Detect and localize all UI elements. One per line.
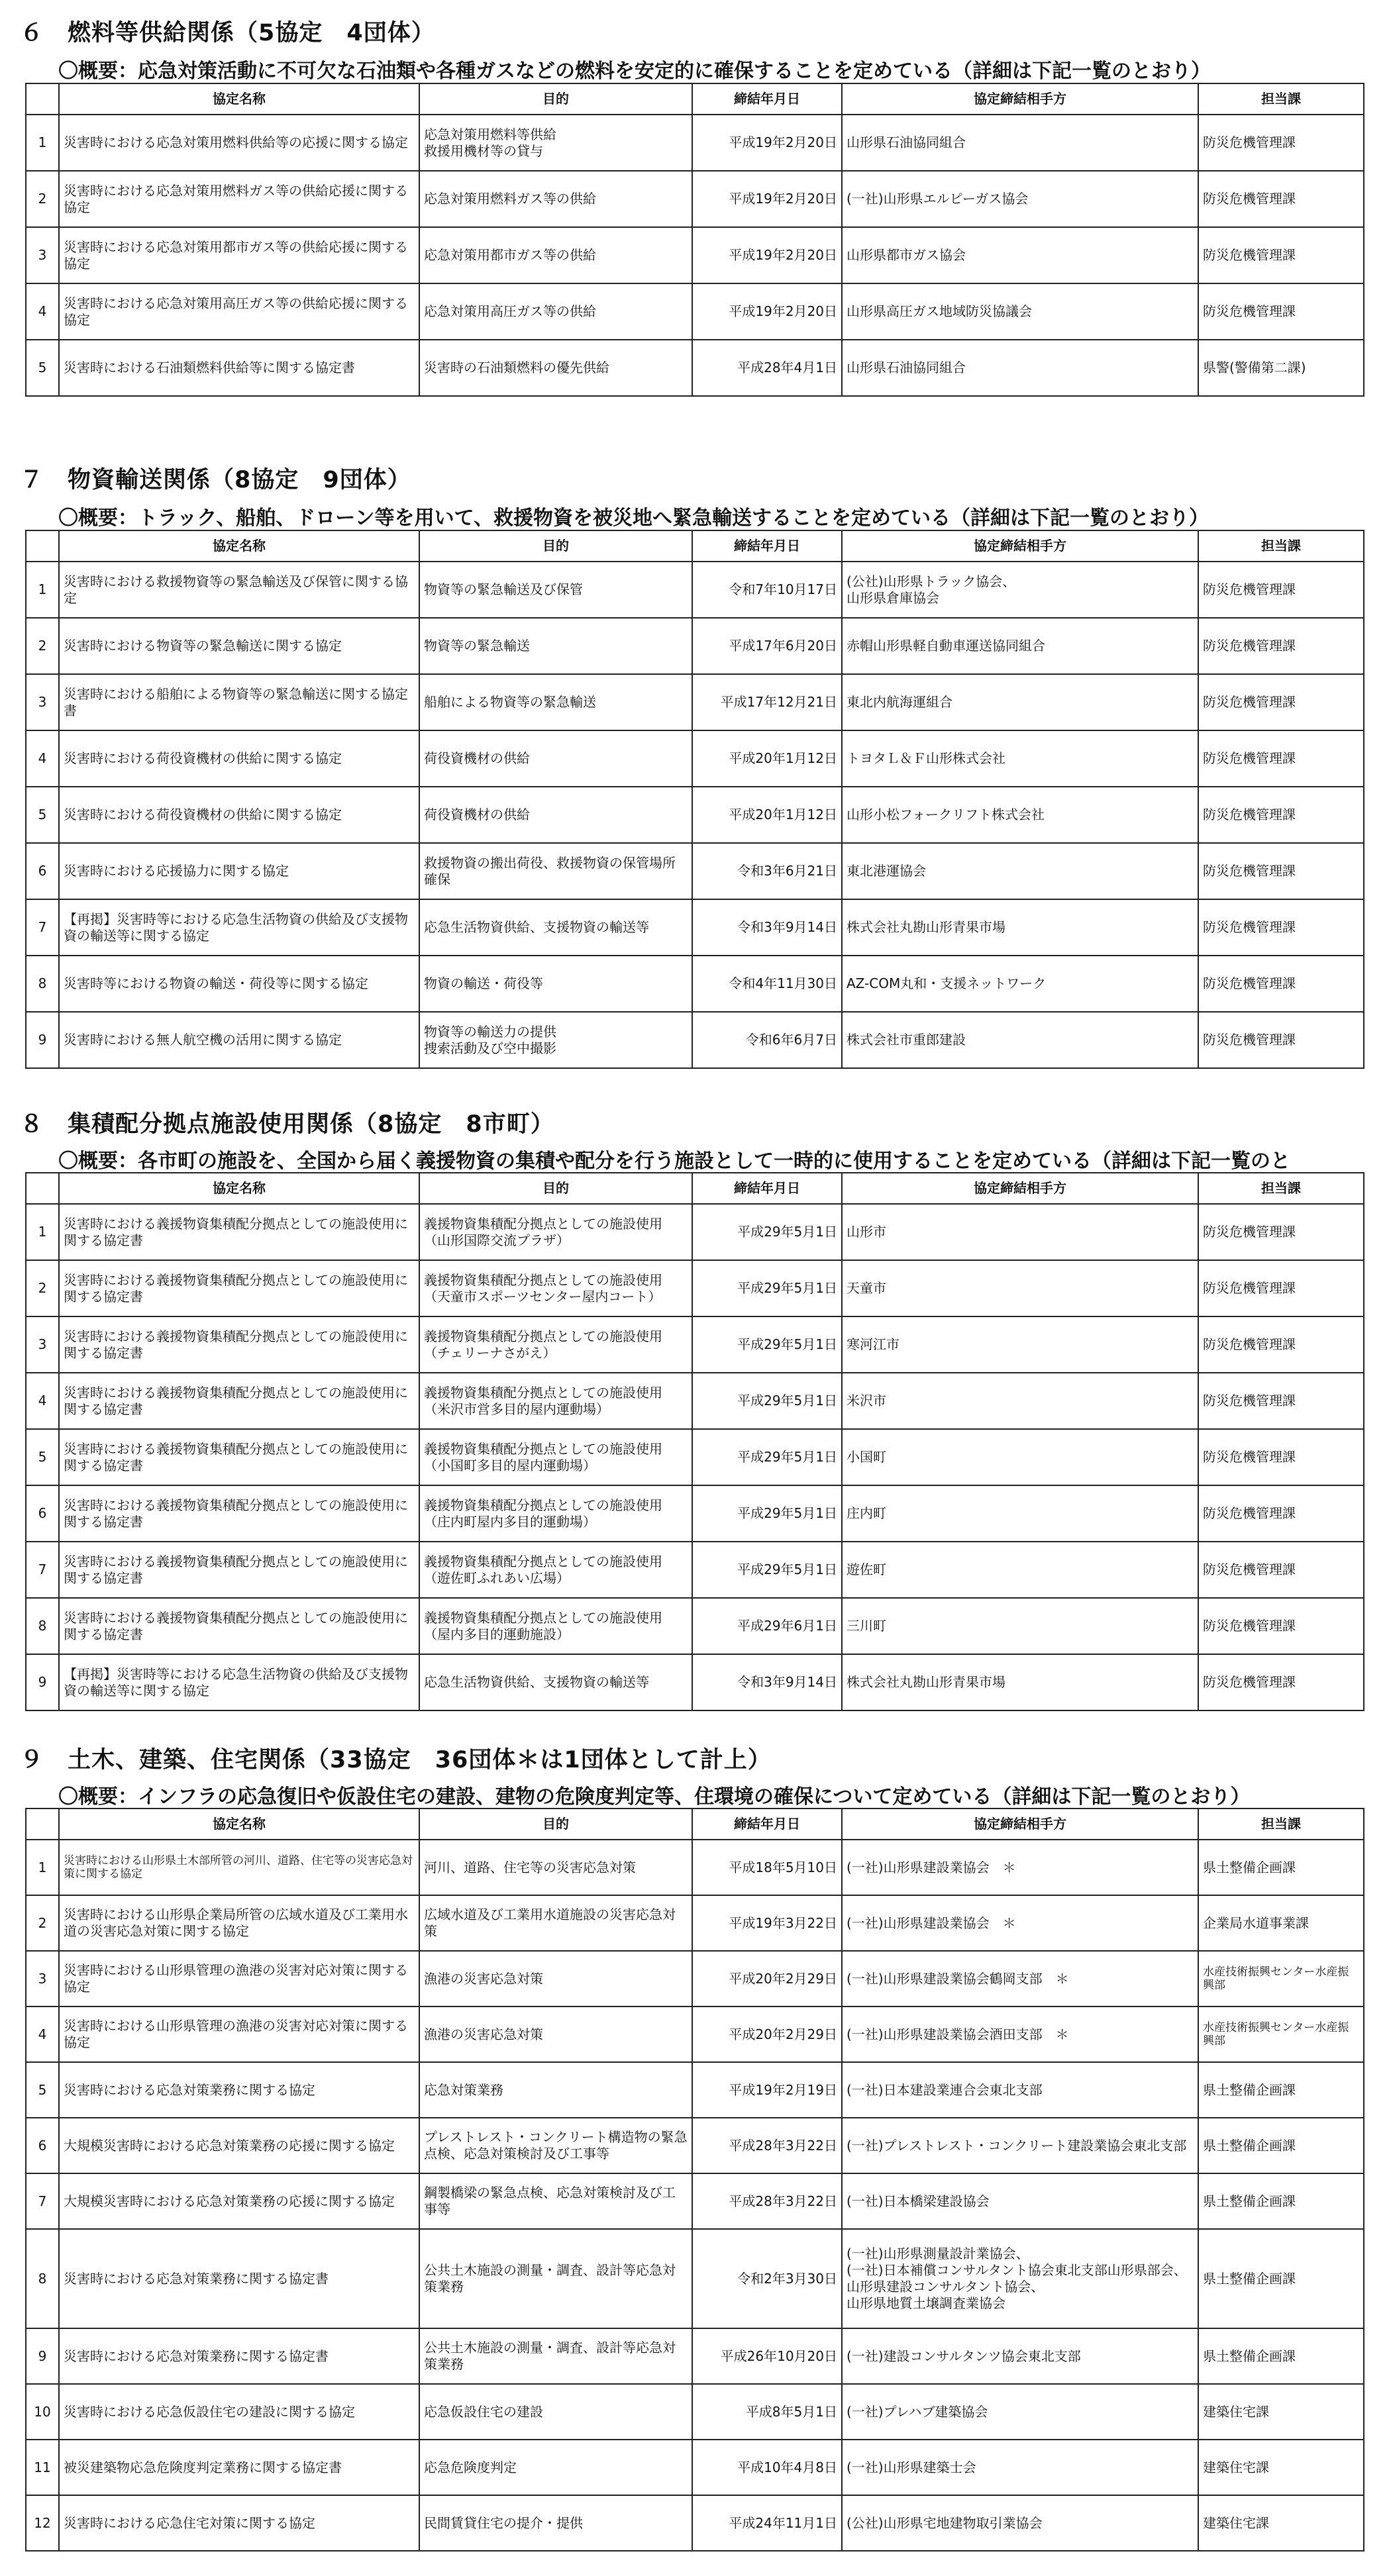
table-header-row — [26, 530, 1364, 562]
cell-purpose: 広域水道及び工業用水道施設の災害応急対策 — [419, 1895, 692, 1951]
cell-no: 4 — [26, 2006, 59, 2062]
cell-dept: 防災危機管理課 — [1198, 1373, 1364, 1429]
cell-no: 10 — [26, 2384, 59, 2440]
cell-party: (公社)山形県トラック協会、 山形県倉庫協会 — [842, 562, 1198, 618]
cell-name: 災害時における山形県管理の漁港の災害対応対策に関する協定 — [59, 1951, 419, 2006]
cell-dept: 防災危機管理課 — [1198, 562, 1364, 618]
cell-date: 平成8年5月1日 — [692, 2384, 842, 2440]
table-row — [26, 227, 1364, 283]
cell-purpose: 荷役資機材の供給 — [419, 730, 692, 787]
cell-purpose: 義援物資集積配分拠点としての施設使用 （小国町多目的屋内運動場） — [419, 1429, 692, 1485]
table-row — [26, 1654, 1364, 1710]
column-header-date: 締結年月日 — [692, 83, 842, 115]
table-row — [26, 562, 1364, 618]
cell-name: 大規模災害時における応急対策業務の応援に関する協定 — [59, 2173, 419, 2229]
cell-name: 災害時における無人航空機の活用に関する協定 — [59, 1012, 419, 1068]
table-row — [26, 2062, 1364, 2118]
cell-dept: 水産技術振興センター水産振興部 — [1198, 2006, 1364, 2062]
agreement-table — [25, 1172, 1364, 1711]
table-row — [26, 1840, 1364, 1895]
cell-no: 3 — [26, 1316, 59, 1373]
table-row — [26, 1373, 1364, 1429]
cell-party: (一社)山形県エルピーガス協会 — [842, 171, 1198, 227]
cell-party: 山形県石油協同組合 — [842, 115, 1198, 171]
table-row — [26, 115, 1364, 171]
cell-date: 平成19年2月20日 — [692, 283, 842, 340]
cell-dept: 防災危機管理課 — [1198, 1204, 1364, 1260]
table-row — [26, 340, 1364, 396]
cell-no: 5 — [26, 2062, 59, 2118]
table-row — [26, 283, 1364, 340]
table-row — [26, 1485, 1364, 1542]
cell-purpose: 荷役資機材の供給 — [419, 787, 692, 843]
cell-date: 平成28年3月22日 — [692, 2118, 842, 2173]
cell-name: 災害時における物資等の緊急輸送に関する協定 — [59, 618, 419, 674]
section-summary: 〇概要：各市町の施設を、全国から届く義援物資の集積や配分を行う施設として一時的に使用することを定めている（詳細は下記一覧のと — [58, 1150, 1290, 1173]
cell-no: 12 — [26, 2495, 59, 2551]
cell-name: 災害時における義援物資集積配分拠点としての施設使用に関する協定書 — [59, 1485, 419, 1542]
cell-no: 8 — [26, 1598, 59, 1654]
cell-date: 令和6年6月7日 — [692, 1012, 842, 1068]
cell-date: 平成29年5月1日 — [692, 1204, 842, 1260]
cell-party: 株式会社市重郎建設 — [842, 1012, 1198, 1068]
cell-dept: 県土整備企画課 — [1198, 2229, 1364, 2328]
column-header-purpose: 目的 — [419, 1173, 692, 1204]
cell-purpose: 民間賃貸住宅の提介・提供 — [419, 2495, 692, 2551]
cell-purpose: 義援物資集積配分拠点としての施設使用 （屋内多目的運動施設） — [419, 1598, 692, 1654]
cell-no: 8 — [26, 2229, 59, 2328]
cell-date: 平成19年2月19日 — [692, 2062, 842, 2118]
cell-party: (一社)山形県測量設計業協会、 (一社)日本補償コンサルタント協会東北支部山形県部会、 山形県建設コンサルタント協会、 山形県地質土壌調査業協会 — [842, 2229, 1198, 2328]
table-header-row — [26, 1808, 1364, 1840]
cell-dept: 県土整備企画課 — [1198, 2118, 1364, 2173]
cell-no: 5 — [26, 787, 59, 843]
column-header-name: 協定名称 — [59, 1173, 419, 1204]
cell-name: 【再掲】災害時等における応急生活物資の供給及び支援物資の輸送等に関する協定 — [59, 899, 419, 956]
cell-no: 4 — [26, 283, 59, 340]
cell-purpose: 漁港の災害応急対策 — [419, 2006, 692, 2062]
cell-date: 平成10年4月8日 — [692, 2440, 842, 2495]
cell-name: 災害時における応援協力に関する協定 — [59, 843, 419, 899]
cell-purpose: プレストレスト・コンクリート構造物の緊急点検、応急対策検討及び工事等 — [419, 2118, 692, 2173]
column-header-no — [26, 1808, 59, 1840]
cell-name: 災害時における石油類燃料供給等に関する協定書 — [59, 340, 419, 396]
cell-name: 災害時における荷役資機材の供給に関する協定 — [59, 787, 419, 843]
cell-name: 災害時における応急住宅対策に関する協定 — [59, 2495, 419, 2551]
cell-date: 平成29年5月1日 — [692, 1260, 842, 1316]
cell-name: 被災建築物応急危険度判定業務に関する協定書 — [59, 2440, 419, 2495]
column-header-dept: 担当課 — [1198, 83, 1364, 115]
cell-name: 災害時における荷役資機材の供給に関する協定 — [59, 730, 419, 787]
cell-dept: 建築住宅課 — [1198, 2495, 1364, 2551]
column-header-purpose: 目的 — [419, 1808, 692, 1840]
cell-purpose: 物資等の緊急輸送及び保管 — [419, 562, 692, 618]
table-row — [26, 2384, 1364, 2440]
cell-purpose: 義援物資集積配分拠点としての施設使用 （山形国際交流プラザ） — [419, 1204, 692, 1260]
cell-party: 東北港運協会 — [842, 843, 1198, 899]
cell-no: 2 — [26, 1260, 59, 1316]
cell-name: 災害時における応急対策業務に関する協定書 — [59, 2328, 419, 2384]
table-row — [26, 1316, 1364, 1373]
column-header-dept: 担当課 — [1198, 1808, 1364, 1840]
cell-party: (一社)山形県建設業協会 ＊ — [842, 1840, 1198, 1895]
cell-party: 庄内町 — [842, 1485, 1198, 1542]
cell-dept: 県土整備企画課 — [1198, 2328, 1364, 2384]
cell-party: 小国町 — [842, 1429, 1198, 1485]
cell-name: 大規模災害時における応急対策業務の応援に関する協定 — [59, 2118, 419, 2173]
cell-date: 平成29年5月1日 — [692, 1373, 842, 1429]
cell-no: 9 — [26, 1012, 59, 1068]
table-row — [26, 2173, 1364, 2229]
cell-dept: 防災危機管理課 — [1198, 618, 1364, 674]
cell-dept: 水産技術振興センター水産振興部 — [1198, 1951, 1364, 2006]
cell-date: 平成20年2月29日 — [692, 1951, 842, 2006]
cell-purpose: 応急対策用燃料等供給 救援用機材等の貸与 — [419, 115, 692, 171]
cell-name: 災害時における義援物資集積配分拠点としての施設使用に関する協定書 — [59, 1316, 419, 1373]
cell-party: 山形県都市ガス協会 — [842, 227, 1198, 283]
column-header-date: 締結年月日 — [692, 530, 842, 562]
cell-name: 災害時における山形県企業局所管の広域水道及び工業用水道の災害応急対策に関する協定 — [59, 1895, 419, 1951]
table-row — [26, 618, 1364, 674]
cell-dept: 防災危機管理課 — [1198, 1012, 1364, 1068]
cell-date: 平成29年5月1日 — [692, 1542, 842, 1598]
cell-party: 株式会社丸勘山形青果市場 — [842, 899, 1198, 956]
cell-name: 災害時における義援物資集積配分拠点としての施設使用に関する協定書 — [59, 1260, 419, 1316]
table-row — [26, 843, 1364, 899]
table-row — [26, 1951, 1364, 2006]
cell-purpose: 船舶による物資等の緊急輸送 — [419, 674, 692, 730]
table-row — [26, 1204, 1364, 1260]
cell-dept: 県土整備企画課 — [1198, 2062, 1364, 2118]
column-header-name: 協定名称 — [59, 530, 419, 562]
table-row — [26, 2229, 1364, 2328]
cell-purpose: 義援物資集積配分拠点としての施設使用 （天童市スポーツセンター屋内コート） — [419, 1260, 692, 1316]
cell-dept: 防災危機管理課 — [1198, 1316, 1364, 1373]
table-row — [26, 899, 1364, 956]
cell-purpose: 応急危険度判定 — [419, 2440, 692, 2495]
cell-purpose: 鋼製橋梁の緊急点検、応急対策検討及び工事等 — [419, 2173, 692, 2229]
cell-date: 平成18年5月10日 — [692, 1840, 842, 1895]
cell-no: 7 — [26, 2173, 59, 2229]
section-summary: 〇概要：インフラの応急復旧や仮設住宅の建設、建物の危険度判定等、住環境の確保について定めている（詳細は下記一覧のとおり） — [58, 1785, 1251, 1808]
cell-name: 災害時における山形県管理の漁港の災害対応対策に関する協定 — [59, 2006, 419, 2062]
table-row — [26, 2006, 1364, 2062]
cell-dept: 防災危機管理課 — [1198, 899, 1364, 956]
cell-no: 1 — [26, 562, 59, 618]
table-header-row — [26, 83, 1364, 115]
column-header-no — [26, 83, 59, 115]
cell-name: 災害時における応急対策業務に関する協定書 — [59, 2229, 419, 2328]
column-header-purpose: 目的 — [419, 530, 692, 562]
cell-date: 平成19年3月22日 — [692, 1895, 842, 1951]
column-header-party: 協定締結相手方 — [842, 83, 1198, 115]
cell-date: 平成29年5月1日 — [692, 1316, 842, 1373]
cell-name: 災害時における応急対策用高圧ガス等の供給応援に関する協定 — [59, 283, 419, 340]
cell-date: 令和3年9月14日 — [692, 899, 842, 956]
cell-date: 平成29年5月1日 — [692, 1485, 842, 1542]
cell-date: 平成28年3月22日 — [692, 2173, 842, 2229]
column-header-party: 協定締結相手方 — [842, 1173, 1198, 1204]
column-header-dept: 担当課 — [1198, 530, 1364, 562]
cell-no: 1 — [26, 1204, 59, 1260]
cell-dept: 防災危機管理課 — [1198, 1598, 1364, 1654]
cell-party: (一社)建設コンサルタンツ協会東北支部 — [842, 2328, 1198, 2384]
agreement-table — [25, 83, 1364, 397]
cell-no: 1 — [26, 1840, 59, 1895]
cell-purpose: 義援物資集積配分拠点としての施設使用 （遊佐町ふれあい広場） — [419, 1542, 692, 1598]
cell-date: 平成20年2月29日 — [692, 2006, 842, 2062]
cell-no: 6 — [26, 1485, 59, 1542]
cell-dept: 防災危機管理課 — [1198, 1542, 1364, 1598]
table-row — [26, 2118, 1364, 2173]
cell-party: 山形小松フォークリフト株式会社 — [842, 787, 1198, 843]
cell-dept: 防災危機管理課 — [1198, 283, 1364, 340]
cell-party: AZ-COM丸和・支援ネットワーク — [842, 956, 1198, 1012]
cell-dept: 防災危機管理課 — [1198, 787, 1364, 843]
cell-purpose: 応急生活物資供給、支援物資の輸送等 — [419, 899, 692, 956]
cell-no: 6 — [26, 2118, 59, 2173]
cell-purpose: 漁港の災害応急対策 — [419, 1951, 692, 2006]
cell-dept: 防災危機管理課 — [1198, 1260, 1364, 1316]
table-row — [26, 1598, 1364, 1654]
section-summary: 〇概要：応急対策活動に不可欠な石油類や各種ガスなどの燃料を安定的に確保することを定めている（詳細は下記一覧のとおり） — [58, 60, 1211, 83]
cell-dept: 防災危機管理課 — [1198, 227, 1364, 283]
cell-purpose: 義援物資集積配分拠点としての施設使用 （チェリーナさがえ） — [419, 1316, 692, 1373]
cell-name: 災害時における義援物資集積配分拠点としての施設使用に関する協定書 — [59, 1542, 419, 1598]
cell-date: 平成17年12月21日 — [692, 674, 842, 730]
cell-name: 災害時における義援物資集積配分拠点としての施設使用に関する協定書 — [59, 1598, 419, 1654]
cell-purpose: 災害時の石油類燃料の優先供給 — [419, 340, 692, 396]
cell-date: 平成28年4月1日 — [692, 340, 842, 396]
table-row — [26, 171, 1364, 227]
table-row — [26, 956, 1364, 1012]
cell-no: 5 — [26, 340, 59, 396]
cell-party: (公社)山形県宅地建物取引業協会 — [842, 2495, 1198, 2551]
cell-purpose: 救援物資の搬出荷役、救援物資の保管場所確保 — [419, 843, 692, 899]
cell-date: 令和3年9月14日 — [692, 1654, 842, 1710]
cell-party: 遊佐町 — [842, 1542, 1198, 1598]
cell-name: 災害時における応急対策業務に関する協定 — [59, 2062, 419, 2118]
cell-purpose: 応急仮設住宅の建設 — [419, 2384, 692, 2440]
cell-purpose: 応急対策業務 — [419, 2062, 692, 2118]
cell-party: 寒河江市 — [842, 1316, 1198, 1373]
cell-party: 天童市 — [842, 1260, 1198, 1316]
cell-dept: 企業局水道事業課 — [1198, 1895, 1364, 1951]
cell-dept: 防災危機管理課 — [1198, 1485, 1364, 1542]
column-header-party: 協定締結相手方 — [842, 530, 1198, 562]
cell-name: 災害時における船舶による物資等の緊急輸送に関する協定書 — [59, 674, 419, 730]
column-header-date: 締結年月日 — [692, 1173, 842, 1204]
section-summary: 〇概要：トラック、船舶、ドローン等を用いて、救援物資を被災地へ緊急輸送することを定めている（詳細は下記一覧のとおり） — [58, 507, 1209, 530]
cell-purpose: 義援物資集積配分拠点としての施設使用 （米沢市営多目的屋内運動場） — [419, 1373, 692, 1429]
cell-no: 7 — [26, 899, 59, 956]
cell-party: (一社)プレハブ建築協会 — [842, 2384, 1198, 2440]
cell-party: 株式会社丸勘山形青果市場 — [842, 1654, 1198, 1710]
section-title: ９ 土木、建築、住宅関係（33協定 36団体＊は1団体として計上） — [20, 1747, 772, 1773]
cell-party: 赤帽山形県軽自動車運送協同組合 — [842, 618, 1198, 674]
cell-name: 災害時における救援物資等の緊急輸送及び保管に関する協定 — [59, 562, 419, 618]
cell-no: 3 — [26, 1951, 59, 2006]
column-header-party: 協定締結相手方 — [842, 1808, 1198, 1840]
cell-party: 東北内航海運組合 — [842, 674, 1198, 730]
cell-dept: 防災危機管理課 — [1198, 956, 1364, 1012]
cell-party: (一社)日本橋梁建設協会 — [842, 2173, 1198, 2229]
cell-name: 災害時等における物資の輸送・荷役等に関する協定 — [59, 956, 419, 1012]
cell-party: (一社)日本建設業連合会東北支部 — [842, 2062, 1198, 2118]
cell-date: 令和2年3月30日 — [692, 2229, 842, 2328]
cell-dept: 県土整備企画課 — [1198, 2173, 1364, 2229]
cell-party: トヨタＬ＆Ｆ山形株式会社 — [842, 730, 1198, 787]
cell-dept: 防災危機管理課 — [1198, 843, 1364, 899]
cell-date: 令和3年6月21日 — [692, 843, 842, 899]
cell-dept: 防災危機管理課 — [1198, 1654, 1364, 1710]
cell-party: 山形市 — [842, 1204, 1198, 1260]
cell-purpose: 応急生活物資供給、支援物資の輸送等 — [419, 1654, 692, 1710]
cell-dept: 防災危機管理課 — [1198, 674, 1364, 730]
cell-party: (一社)プレストレスト・コンクリート建設業協会東北支部 — [842, 2118, 1198, 2173]
cell-no: 2 — [26, 1895, 59, 1951]
cell-purpose: 義援物資集積配分拠点としての施設使用 （庄内町屋内多目的運動場） — [419, 1485, 692, 1542]
table-row — [26, 1895, 1364, 1951]
cell-date: 平成19年2月20日 — [692, 171, 842, 227]
cell-name: 災害時における山形県土木部所管の河川、道路、住宅等の災害応急対策に関する協定 — [59, 1840, 419, 1895]
cell-party: (一社)山形県建設業協会 ＊ — [842, 1895, 1198, 1951]
section-title: ７ 物資輸送関係（8協定 9団体） — [20, 467, 411, 493]
cell-purpose: 物資等の緊急輸送 — [419, 618, 692, 674]
cell-name: 災害時における義援物資集積配分拠点としての施設使用に関する協定書 — [59, 1373, 419, 1429]
table-row — [26, 2495, 1364, 2551]
table-row — [26, 1542, 1364, 1598]
column-header-purpose: 目的 — [419, 83, 692, 115]
cell-party: (一社)山形県建設業協会鶴岡支部 ＊ — [842, 1951, 1198, 2006]
cell-no: 9 — [26, 1654, 59, 1710]
cell-name: 【再掲】災害時等における応急生活物資の供給及び支援物資の輸送等に関する協定 — [59, 1654, 419, 1710]
cell-no: 1 — [26, 115, 59, 171]
cell-no: 9 — [26, 2328, 59, 2384]
cell-party: 山形県高圧ガス地域防災協議会 — [842, 283, 1198, 340]
cell-purpose: 物資等の輸送力の提供 捜索活動及び空中撮影 — [419, 1012, 692, 1068]
cell-date: 平成24年11月1日 — [692, 2495, 842, 2551]
cell-date: 平成26年10月20日 — [692, 2328, 842, 2384]
cell-no: 11 — [26, 2440, 59, 2495]
cell-party: (一社)山形県建築士会 — [842, 2440, 1198, 2495]
cell-purpose: 物資の輸送・荷役等 — [419, 956, 692, 1012]
cell-date: 令和4年11月30日 — [692, 956, 842, 1012]
table-row — [26, 730, 1364, 787]
cell-no: 6 — [26, 843, 59, 899]
cell-purpose: 公共土木施設の測量・調査、設計等応急対策業務 — [419, 2328, 692, 2384]
agreement-table — [25, 530, 1364, 1069]
cell-dept: 建築住宅課 — [1198, 2384, 1364, 2440]
cell-party: 三川町 — [842, 1598, 1198, 1654]
cell-date: 平成20年1月12日 — [692, 730, 842, 787]
cell-date: 平成19年2月20日 — [692, 227, 842, 283]
column-header-no — [26, 530, 59, 562]
cell-name: 災害時における義援物資集積配分拠点としての施設使用に関する協定書 — [59, 1204, 419, 1260]
cell-dept: 防災危機管理課 — [1198, 730, 1364, 787]
cell-party: 米沢市 — [842, 1373, 1198, 1429]
table-row — [26, 1012, 1364, 1068]
cell-no: 3 — [26, 674, 59, 730]
cell-name: 災害時における応急仮設住宅の建設に関する協定 — [59, 2384, 419, 2440]
cell-no: 2 — [26, 618, 59, 674]
table-row — [26, 787, 1364, 843]
column-header-dept: 担当課 — [1198, 1173, 1364, 1204]
agreement-table — [25, 1808, 1364, 2551]
column-header-name: 協定名称 — [59, 83, 419, 115]
cell-purpose: 河川、道路、住宅等の災害応急対策 — [419, 1840, 692, 1895]
cell-date: 平成20年1月12日 — [692, 787, 842, 843]
table-row — [26, 674, 1364, 730]
cell-purpose: 応急対策用都市ガス等の供給 — [419, 227, 692, 283]
cell-date: 令和7年10月17日 — [692, 562, 842, 618]
cell-purpose: 応急対策用高圧ガス等の供給 — [419, 283, 692, 340]
cell-no: 4 — [26, 730, 59, 787]
cell-name: 災害時における義援物資集積配分拠点としての施設使用に関する協定書 — [59, 1429, 419, 1485]
cell-no: 8 — [26, 956, 59, 1012]
table-row — [26, 1260, 1364, 1316]
cell-no: 3 — [26, 227, 59, 283]
cell-date: 平成17年6月20日 — [692, 618, 842, 674]
cell-party: (一社)山形県建設業協会酒田支部 ＊ — [842, 2006, 1198, 2062]
table-row — [26, 2440, 1364, 2495]
cell-date: 平成19年2月20日 — [692, 115, 842, 171]
section-title: ８ 集積配分拠点施設使用関係（8協定 8市町） — [20, 1111, 554, 1138]
cell-dept: 建築住宅課 — [1198, 2440, 1364, 2495]
column-header-name: 協定名称 — [59, 1808, 419, 1840]
cell-no: 5 — [26, 1429, 59, 1485]
cell-date: 平成29年6月1日 — [692, 1598, 842, 1654]
cell-no: 7 — [26, 1542, 59, 1598]
cell-no: 2 — [26, 171, 59, 227]
table-row — [26, 2328, 1364, 2384]
cell-purpose: 応急対策用燃料ガス等の供給 — [419, 171, 692, 227]
cell-party: 山形県石油協同組合 — [842, 340, 1198, 396]
table-header-row — [26, 1173, 1364, 1204]
cell-dept: 県警(警備第二課) — [1198, 340, 1364, 396]
cell-dept: 防災危機管理課 — [1198, 171, 1364, 227]
cell-dept: 防災危機管理課 — [1198, 115, 1364, 171]
cell-name: 災害時における応急対策用燃料供給等の応援に関する協定 — [59, 115, 419, 171]
cell-dept: 県土整備企画課 — [1198, 1840, 1364, 1895]
cell-dept: 防災危機管理課 — [1198, 1429, 1364, 1485]
cell-name: 災害時における応急対策用都市ガス等の供給応援に関する協定 — [59, 227, 419, 283]
cell-no: 4 — [26, 1373, 59, 1429]
cell-purpose: 公共土木施設の測量・調査、設計等応急対策業務 — [419, 2229, 692, 2328]
cell-date: 平成29年5月1日 — [692, 1429, 842, 1485]
table-row — [26, 1429, 1364, 1485]
section-title: ６ 燃料等供給関係（5協定 4団体） — [20, 20, 435, 46]
cell-name: 災害時における応急対策用燃料ガス等の供給応援に関する協定 — [59, 171, 419, 227]
column-header-no — [26, 1173, 59, 1204]
column-header-date: 締結年月日 — [692, 1808, 842, 1840]
